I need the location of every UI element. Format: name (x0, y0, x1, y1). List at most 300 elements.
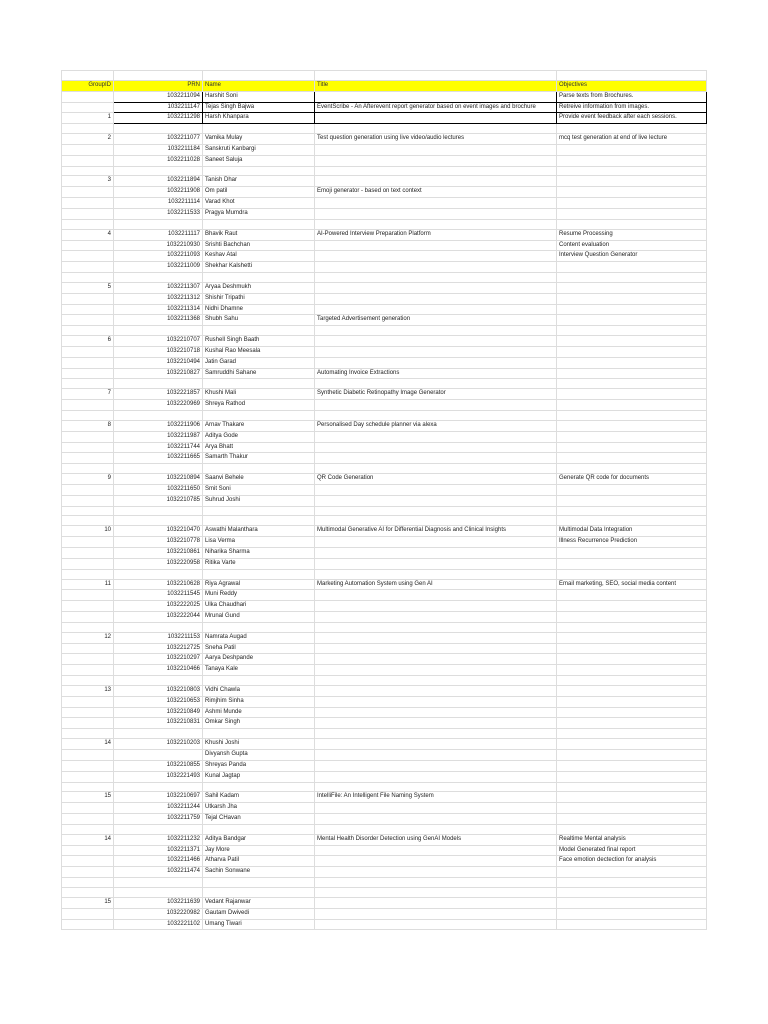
title-cell[interactable] (315, 612, 557, 623)
prn-cell[interactable]: 1032211114 (114, 198, 203, 209)
prn-cell[interactable]: 1032211368 (114, 315, 203, 326)
name-cell[interactable]: Smit Soni (203, 484, 315, 495)
prn-cell[interactable]: 1032220958 (114, 558, 203, 569)
group-id-cell[interactable] (62, 622, 114, 632)
prn-cell[interactable] (114, 166, 203, 176)
name-cell[interactable]: Umang Tiwari (203, 919, 315, 930)
name-cell[interactable] (203, 464, 315, 474)
objectives-cell[interactable] (557, 729, 707, 739)
objectives-cell[interactable]: Content evaluation (557, 240, 707, 251)
objectives-cell[interactable] (557, 368, 707, 379)
objectives-cell[interactable]: Retreive information from images. (557, 102, 707, 113)
title-cell[interactable] (315, 867, 557, 878)
name-cell[interactable]: Srishti Bachchan (203, 240, 315, 251)
title-cell[interactable]: Synthetic Diabetic Retinopathy Image Generator (315, 389, 557, 400)
name-cell[interactable]: Keshav Atal (203, 251, 315, 262)
title-cell[interactable] (315, 654, 557, 665)
objectives-cell[interactable] (557, 643, 707, 654)
objectives-cell[interactable] (557, 590, 707, 601)
group-id-cell[interactable] (62, 293, 114, 304)
group-id-cell[interactable] (62, 219, 114, 229)
objectives-cell[interactable] (557, 676, 707, 686)
prn-cell[interactable]: 1032210494 (114, 357, 203, 368)
name-cell[interactable]: Aditya Gode (203, 431, 315, 442)
objectives-cell[interactable] (557, 782, 707, 792)
prn-cell[interactable]: 1032211307 (114, 282, 203, 293)
objectives-cell[interactable] (557, 144, 707, 155)
prn-cell[interactable] (114, 379, 203, 389)
group-id-cell[interactable] (62, 187, 114, 198)
group-id-cell[interactable] (62, 824, 114, 834)
title-cell[interactable] (315, 729, 557, 739)
title-cell[interactable]: Personalised Day schedule planner via alexa (315, 420, 557, 431)
group-id-cell[interactable] (62, 707, 114, 718)
prn-cell[interactable]: 1032211650 (114, 484, 203, 495)
title-cell[interactable] (315, 537, 557, 548)
prn-cell[interactable]: 1032221102 (114, 919, 203, 930)
objectives-cell[interactable] (557, 622, 707, 632)
title-cell[interactable] (315, 803, 557, 814)
title-cell[interactable] (315, 685, 557, 696)
title-cell[interactable] (315, 506, 557, 516)
prn-cell[interactable]: 1032211759 (114, 814, 203, 825)
name-cell[interactable]: Shubh Sahu (203, 315, 315, 326)
title-cell[interactable] (315, 71, 557, 81)
prn-cell[interactable]: 1032211009 (114, 262, 203, 273)
prn-cell[interactable]: 1032210297 (114, 654, 203, 665)
header-prn-cell[interactable]: PRN (114, 80, 203, 91)
group-id-cell[interactable] (62, 495, 114, 506)
objectives-cell[interactable] (557, 198, 707, 209)
group-id-cell[interactable] (62, 665, 114, 676)
objectives-cell[interactable] (557, 293, 707, 304)
name-cell[interactable]: Varad Khot (203, 198, 315, 209)
name-cell[interactable]: Samruddhi Sahane (203, 368, 315, 379)
group-id-cell[interactable]: 13 (62, 685, 114, 696)
name-cell[interactable]: Saneet Saluja (203, 155, 315, 166)
group-id-cell[interactable]: 2 (62, 134, 114, 145)
objectives-cell[interactable] (557, 867, 707, 878)
name-cell[interactable]: Bhavik Raut (203, 229, 315, 240)
title-cell[interactable]: Test question generation using live video/audio lectures (315, 134, 557, 145)
prn-cell[interactable]: 1032211232 (114, 834, 203, 845)
objectives-cell[interactable] (557, 569, 707, 579)
group-id-cell[interactable] (62, 198, 114, 209)
prn-cell[interactable]: 1032212725 (114, 643, 203, 654)
name-cell[interactable]: Atharva Patil (203, 856, 315, 867)
title-cell[interactable]: Targeted Advertisement generation (315, 315, 557, 326)
title-cell[interactable] (315, 442, 557, 453)
prn-cell[interactable] (114, 273, 203, 283)
name-cell[interactable]: Riya Agrawal (203, 579, 315, 590)
group-id-cell[interactable] (62, 273, 114, 283)
group-id-cell[interactable] (62, 878, 114, 888)
prn-cell[interactable]: 1032210894 (114, 474, 203, 485)
title-cell[interactable] (315, 431, 557, 442)
title-cell[interactable] (315, 814, 557, 825)
objectives-cell[interactable]: Email marketing, SEO, social media content (557, 579, 707, 590)
group-id-cell[interactable] (62, 506, 114, 516)
name-cell[interactable]: Jay More (203, 845, 315, 856)
title-cell[interactable] (315, 326, 557, 336)
group-id-cell[interactable]: 11 (62, 579, 114, 590)
name-cell[interactable]: Tanish Dhar (203, 176, 315, 187)
title-cell[interactable] (315, 304, 557, 315)
objectives-cell[interactable] (557, 897, 707, 908)
title-cell[interactable] (315, 336, 557, 347)
name-cell[interactable] (203, 887, 315, 897)
group-id-cell[interactable] (62, 368, 114, 379)
name-cell[interactable]: Tanaya Kale (203, 665, 315, 676)
prn-cell[interactable] (114, 729, 203, 739)
objectives-cell[interactable] (557, 453, 707, 464)
objectives-cell[interactable] (557, 411, 707, 421)
title-cell[interactable] (315, 590, 557, 601)
prn-cell[interactable] (114, 878, 203, 888)
prn-cell[interactable]: 1032210653 (114, 696, 203, 707)
prn-cell[interactable] (114, 782, 203, 792)
title-cell[interactable] (315, 411, 557, 421)
name-cell[interactable]: Shishir Tripathi (203, 293, 315, 304)
objectives-cell[interactable]: Multimodal Data Integration (557, 526, 707, 537)
prn-cell[interactable]: 1032211533 (114, 208, 203, 219)
prn-cell[interactable] (114, 569, 203, 579)
prn-cell[interactable]: 1032211117 (114, 229, 203, 240)
title-cell[interactable] (315, 856, 557, 867)
prn-cell[interactable] (114, 219, 203, 229)
title-cell[interactable] (315, 262, 557, 273)
name-cell[interactable]: Shreyas Panda (203, 760, 315, 771)
objectives-cell[interactable] (557, 484, 707, 495)
name-cell[interactable]: Suhrud Joshi (203, 495, 315, 506)
objectives-cell[interactable] (557, 547, 707, 558)
title-cell[interactable] (315, 919, 557, 930)
name-cell[interactable] (203, 124, 315, 134)
group-id-cell[interactable] (62, 71, 114, 81)
group-id-cell[interactable] (62, 643, 114, 654)
group-id-cell[interactable] (62, 547, 114, 558)
prn-cell[interactable]: 1032211094 (114, 91, 203, 102)
name-cell[interactable]: Tejal CHavan (203, 814, 315, 825)
objectives-cell[interactable] (557, 389, 707, 400)
name-cell[interactable] (203, 219, 315, 229)
group-id-cell[interactable] (62, 124, 114, 134)
objectives-cell[interactable] (557, 654, 707, 665)
title-cell[interactable] (315, 696, 557, 707)
group-id-cell[interactable]: 6 (62, 336, 114, 347)
objectives-cell[interactable] (557, 420, 707, 431)
group-id-cell[interactable] (62, 442, 114, 453)
title-cell[interactable] (315, 632, 557, 643)
name-cell[interactable]: Shreya Rathod (203, 400, 315, 411)
title-cell[interactable] (315, 464, 557, 474)
name-cell[interactable]: Jatin Garad (203, 357, 315, 368)
group-id-cell[interactable] (62, 718, 114, 729)
objectives-cell[interactable] (557, 506, 707, 516)
objectives-cell[interactable] (557, 208, 707, 219)
objectives-cell[interactable] (557, 908, 707, 919)
name-cell[interactable]: Aryaa Deshmukh (203, 282, 315, 293)
prn-cell[interactable]: 1032211314 (114, 304, 203, 315)
prn-cell[interactable] (114, 676, 203, 686)
prn-cell[interactable] (114, 887, 203, 897)
objectives-cell[interactable] (557, 696, 707, 707)
objectives-cell[interactable] (557, 124, 707, 134)
prn-cell[interactable]: 1032211474 (114, 867, 203, 878)
prn-cell[interactable]: 1032210849 (114, 707, 203, 718)
group-id-cell[interactable] (62, 856, 114, 867)
objectives-cell[interactable] (557, 315, 707, 326)
name-cell[interactable]: Sanskruti Kanbargi (203, 144, 315, 155)
group-id-cell[interactable]: 3 (62, 176, 114, 187)
title-cell[interactable] (315, 357, 557, 368)
name-cell[interactable] (203, 326, 315, 336)
title-cell[interactable] (315, 547, 557, 558)
prn-cell[interactable]: 1032210466 (114, 665, 203, 676)
objectives-cell[interactable]: Resume Processing (557, 229, 707, 240)
prn-cell[interactable] (114, 824, 203, 834)
prn-cell[interactable]: 1032211153 (114, 632, 203, 643)
name-cell[interactable]: Ritika Varte (203, 558, 315, 569)
name-cell[interactable] (203, 411, 315, 421)
prn-cell[interactable]: 1032222044 (114, 612, 203, 623)
prn-cell[interactable] (114, 71, 203, 81)
name-cell[interactable] (203, 273, 315, 283)
group-id-cell[interactable] (62, 887, 114, 897)
group-id-cell[interactable]: 4 (62, 229, 114, 240)
group-id-cell[interactable] (62, 379, 114, 389)
title-cell[interactable]: Emoji generator - based on text context (315, 187, 557, 198)
name-cell[interactable]: Arnav Thakare (203, 420, 315, 431)
prn-cell[interactable]: 1032211077 (114, 134, 203, 145)
title-cell[interactable]: Automating Invoice Extractions (315, 368, 557, 379)
objectives-cell[interactable] (557, 601, 707, 612)
title-cell[interactable] (315, 516, 557, 526)
title-cell[interactable] (315, 622, 557, 632)
title-cell[interactable]: IntelliFile: An Intelligent File Naming System (315, 792, 557, 803)
group-id-cell[interactable]: 8 (62, 420, 114, 431)
name-cell[interactable]: Muni Reddy (203, 590, 315, 601)
name-cell[interactable] (203, 569, 315, 579)
group-id-cell[interactable] (62, 346, 114, 357)
title-cell[interactable]: Multimodal Generative AI for Differential Diagnosis and Clinical Insights (315, 526, 557, 537)
group-id-cell[interactable] (62, 771, 114, 782)
prn-cell[interactable]: 1032210470 (114, 526, 203, 537)
prn-cell[interactable]: 1032211908 (114, 187, 203, 198)
name-cell[interactable]: Sahil Kadam (203, 792, 315, 803)
group-id-cell[interactable] (62, 696, 114, 707)
group-id-cell[interactable] (62, 612, 114, 623)
title-cell[interactable] (315, 845, 557, 856)
header-name-cell[interactable]: Name (203, 80, 315, 91)
name-cell[interactable] (203, 622, 315, 632)
name-cell[interactable]: Kushal Rao Meesala (203, 346, 315, 357)
group-id-cell[interactable] (62, 484, 114, 495)
group-id-cell[interactable]: 14 (62, 739, 114, 750)
objectives-cell[interactable] (557, 495, 707, 506)
name-cell[interactable]: Niharika Sharma (203, 547, 315, 558)
group-id-cell[interactable] (62, 814, 114, 825)
objectives-cell[interactable]: mcq test generation at end of live lecture (557, 134, 707, 145)
group-id-cell[interactable] (62, 251, 114, 262)
objectives-cell[interactable] (557, 612, 707, 623)
objectives-cell[interactable] (557, 336, 707, 347)
group-id-cell[interactable] (62, 453, 114, 464)
group-id-cell[interactable] (62, 431, 114, 442)
title-cell[interactable] (315, 897, 557, 908)
prn-cell[interactable]: 1032211312 (114, 293, 203, 304)
name-cell[interactable]: Divyansh Gupta (203, 750, 315, 761)
title-cell[interactable] (315, 643, 557, 654)
objectives-cell[interactable] (557, 750, 707, 761)
prn-cell[interactable]: 1032210203 (114, 739, 203, 750)
objectives-cell[interactable] (557, 632, 707, 643)
group-id-cell[interactable] (62, 558, 114, 569)
objectives-cell[interactable] (557, 400, 707, 411)
objectives-cell[interactable] (557, 273, 707, 283)
objectives-cell[interactable] (557, 442, 707, 453)
objectives-cell[interactable]: Face emotion dectection for analysis (557, 856, 707, 867)
group-id-cell[interactable] (62, 91, 114, 102)
group-id-cell[interactable]: 1 (62, 113, 114, 124)
prn-cell[interactable]: 1032211184 (114, 144, 203, 155)
title-cell[interactable] (315, 569, 557, 579)
group-id-cell[interactable] (62, 411, 114, 421)
group-id-cell[interactable]: 14 (62, 834, 114, 845)
name-cell[interactable]: Lisa Verma (203, 537, 315, 548)
prn-cell[interactable]: 1032210628 (114, 579, 203, 590)
objectives-cell[interactable]: Illness Recurrence Prediction (557, 537, 707, 548)
title-cell[interactable] (315, 676, 557, 686)
prn-cell[interactable] (114, 411, 203, 421)
objectives-cell[interactable] (557, 262, 707, 273)
group-id-cell[interactable] (62, 908, 114, 919)
group-id-cell[interactable]: 15 (62, 792, 114, 803)
group-id-cell[interactable] (62, 919, 114, 930)
group-id-cell[interactable] (62, 240, 114, 251)
name-cell[interactable]: Vedant Rajanwar (203, 897, 315, 908)
objectives-cell[interactable] (557, 187, 707, 198)
title-cell[interactable] (315, 824, 557, 834)
title-cell[interactable] (315, 771, 557, 782)
title-cell[interactable] (315, 282, 557, 293)
group-id-cell[interactable] (62, 208, 114, 219)
objectives-cell[interactable] (557, 431, 707, 442)
title-cell[interactable] (315, 240, 557, 251)
group-id-cell[interactable] (62, 537, 114, 548)
objectives-cell[interactable]: Realtime Mental analysis (557, 834, 707, 845)
group-id-cell[interactable] (62, 569, 114, 579)
group-id-cell[interactable]: 9 (62, 474, 114, 485)
name-cell[interactable]: Rimjhim Sinha (203, 696, 315, 707)
header-group-id-cell[interactable]: GroupID (62, 80, 114, 91)
objectives-cell[interactable] (557, 464, 707, 474)
name-cell[interactable]: Shekhar Kalshetti (203, 262, 315, 273)
name-cell[interactable]: Rushell Singh Baath (203, 336, 315, 347)
prn-cell[interactable] (114, 622, 203, 632)
name-cell[interactable]: Vidhi Chawla (203, 685, 315, 696)
prn-cell[interactable]: 1032210707 (114, 336, 203, 347)
prn-cell[interactable]: 1032211639 (114, 897, 203, 908)
title-cell[interactable] (315, 176, 557, 187)
objectives-cell[interactable] (557, 824, 707, 834)
group-id-cell[interactable] (62, 803, 114, 814)
name-cell[interactable]: Arya Bhatt (203, 442, 315, 453)
prn-cell[interactable]: 1032210831 (114, 718, 203, 729)
prn-cell[interactable]: 1032221857 (114, 389, 203, 400)
prn-cell[interactable]: 1032210855 (114, 760, 203, 771)
group-id-cell[interactable] (62, 400, 114, 411)
name-cell[interactable] (203, 729, 315, 739)
prn-cell[interactable]: 1032211371 (114, 845, 203, 856)
name-cell[interactable]: Omkar Singh (203, 718, 315, 729)
name-cell[interactable]: Sachin Sonwane (203, 867, 315, 878)
title-cell[interactable] (315, 400, 557, 411)
name-cell[interactable] (203, 676, 315, 686)
title-cell[interactable] (315, 718, 557, 729)
objectives-cell[interactable] (557, 792, 707, 803)
prn-cell[interactable]: 1032211744 (114, 442, 203, 453)
group-id-cell[interactable] (62, 601, 114, 612)
title-cell[interactable] (315, 782, 557, 792)
title-cell[interactable]: EventScribe - An Afterevent report generator based on event images and brochure (315, 102, 557, 113)
objectives-cell[interactable] (557, 326, 707, 336)
title-cell[interactable] (315, 251, 557, 262)
name-cell[interactable]: Kunal Jagtap (203, 771, 315, 782)
objectives-cell[interactable] (557, 707, 707, 718)
name-cell[interactable]: Pragya Mumdra (203, 208, 315, 219)
title-cell[interactable] (315, 453, 557, 464)
name-cell[interactable]: Tejas Singh Bajwa (203, 102, 315, 113)
name-cell[interactable]: Ulka Chaudhari (203, 601, 315, 612)
group-id-cell[interactable] (62, 654, 114, 665)
group-id-cell[interactable] (62, 729, 114, 739)
name-cell[interactable] (203, 71, 315, 81)
name-cell[interactable] (203, 824, 315, 834)
name-cell[interactable] (203, 782, 315, 792)
name-cell[interactable]: Khushi Joshi (203, 739, 315, 750)
name-cell[interactable]: Nidhi Dhamne (203, 304, 315, 315)
objectives-cell[interactable] (557, 771, 707, 782)
prn-cell[interactable]: 1032211665 (114, 453, 203, 464)
group-id-cell[interactable] (62, 845, 114, 856)
objectives-cell[interactable] (557, 919, 707, 930)
prn-cell[interactable] (114, 326, 203, 336)
name-cell[interactable]: Utkarsh Jha (203, 803, 315, 814)
header-title-cell[interactable]: Title (315, 80, 557, 91)
title-cell[interactable] (315, 750, 557, 761)
objectives-cell[interactable] (557, 718, 707, 729)
title-cell[interactable] (315, 208, 557, 219)
group-id-cell[interactable] (62, 516, 114, 526)
prn-cell[interactable]: 1032221493 (114, 771, 203, 782)
name-cell[interactable] (203, 379, 315, 389)
prn-cell[interactable]: 1032211093 (114, 251, 203, 262)
name-cell[interactable] (203, 516, 315, 526)
title-cell[interactable] (315, 113, 557, 124)
prn-cell[interactable]: 1032210827 (114, 368, 203, 379)
name-cell[interactable] (203, 506, 315, 516)
objectives-cell[interactable] (557, 346, 707, 357)
prn-cell[interactable]: 1032220969 (114, 400, 203, 411)
title-cell[interactable] (315, 144, 557, 155)
title-cell[interactable] (315, 558, 557, 569)
group-id-cell[interactable] (62, 464, 114, 474)
title-cell[interactable] (315, 484, 557, 495)
objectives-cell[interactable] (557, 219, 707, 229)
name-cell[interactable]: Sneha Patil (203, 643, 315, 654)
group-id-cell[interactable]: 5 (62, 282, 114, 293)
